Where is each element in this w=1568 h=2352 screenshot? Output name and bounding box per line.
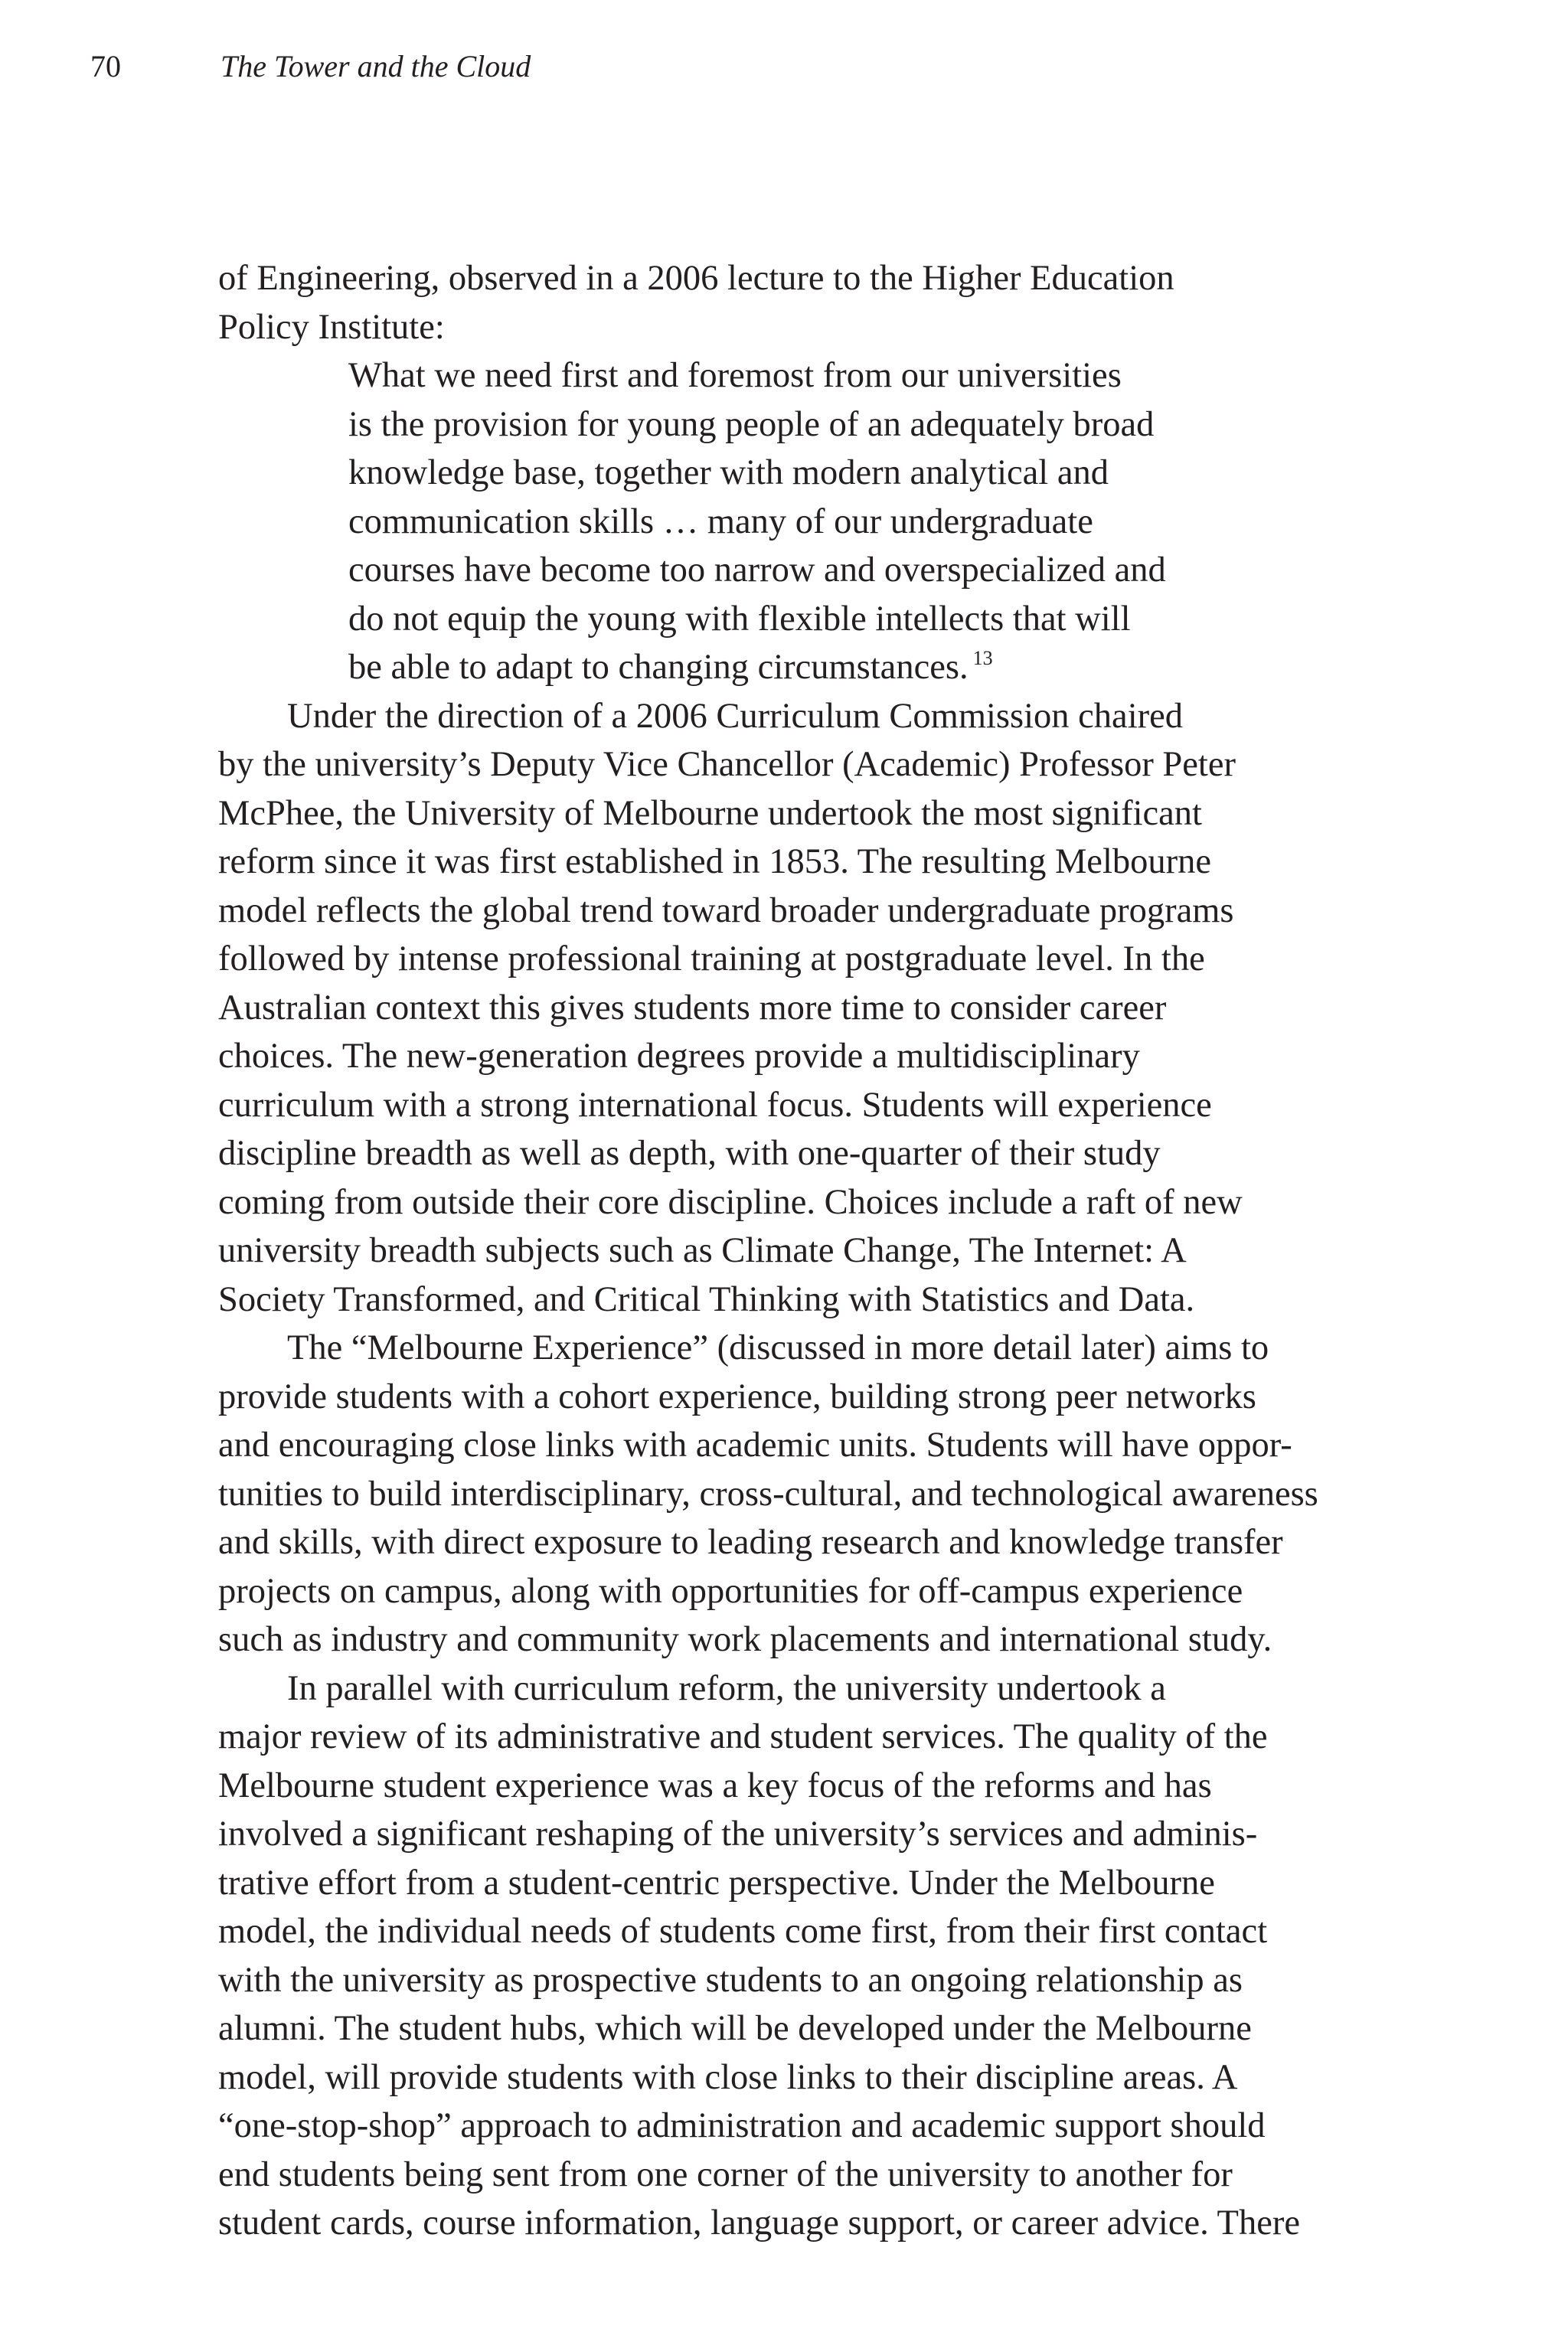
text-line: model, will provide students with close links to their discipline areas. A — [218, 2057, 1238, 2097]
paragraph-administrative-review — [218, 1664, 1367, 2248]
quote-line: What we need first and foremost from our universities — [348, 356, 1122, 395]
text-line: Australian context this gives students more time to consider career — [218, 988, 1167, 1027]
text-line: McPhee, the University of Melbourne undertook the most significant — [218, 793, 1202, 833]
text-line: Under the direction of a 2006 Curriculum Commission chaired — [287, 696, 1183, 736]
text-line: involved a significant reshaping of the university’s services and adminis- — [218, 1815, 1258, 1854]
text-line: end students being sent from one corner of the university to another for — [218, 2154, 1233, 2194]
quote-line: knowledge base, together with modern analytical and — [348, 453, 1109, 492]
text-line: Society Transformed, and Critical Thinking with Statistics and Data. — [218, 1279, 1195, 1319]
paragraph-melbourne-experience — [218, 1324, 1367, 1664]
text-line: Melbourne student experience was a key focus of the reforms and has — [218, 1766, 1212, 1805]
block-quote — [218, 351, 1367, 692]
text-line: curriculum with a strong international focus. Students will experience — [218, 1085, 1212, 1125]
text-line: reform since it was first established in 1853. The resulting Melbourne — [218, 842, 1211, 881]
quote-line-text: be able to adapt to changing circumstances. — [348, 648, 969, 687]
text-line: with the university as prospective students to an ongoing relationship as — [218, 1960, 1243, 2000]
text-line: Policy Institute: — [218, 307, 445, 347]
quote-line: is the provision for young people of an adequately broad — [348, 404, 1155, 444]
book-title: The Tower and the Cloud — [220, 49, 531, 83]
page-number: 70 — [90, 49, 121, 83]
text-line: The “Melbourne Experience” (discussed in more detail later) aims to — [287, 1328, 1269, 1367]
quote-line: do not equip the young with flexible intellects that will — [348, 599, 1131, 639]
text-line: tunities to build interdisciplinary, cross-cultural, and technological awareness — [218, 1474, 1318, 1514]
text-line: “one-stop-shop” approach to administration and academic support should — [218, 2106, 1266, 2145]
body-text — [218, 254, 1367, 2248]
text-line: and skills, with direct exposure to leading research and knowledge transfer — [218, 1523, 1283, 1562]
text-line: and encouraging close links with academic units. Students will have oppor- — [218, 1426, 1292, 1465]
text-line: such as industry and community work placements and international study. — [218, 1620, 1272, 1659]
endnote-reference: 13 — [972, 647, 993, 669]
text-line: provide students with a cohort experience, building strong peer networks — [218, 1377, 1256, 1416]
text-line: followed by intense professional training at postgraduate level. In the — [218, 939, 1205, 978]
intro-text — [218, 254, 1367, 351]
text-line: choices. The new-generation degrees provide a multidisciplinary — [218, 1037, 1140, 1076]
text-line: student cards, course information, language support, or career advice. There — [218, 2203, 1300, 2243]
text-line: model reflects the global trend toward broader undergraduate programs — [218, 890, 1234, 930]
quote-line: communication skills … many of our undergraduate — [348, 501, 1093, 541]
running-head — [90, 47, 531, 86]
text-line: discipline breadth as well as depth, with one-quarter of their study — [218, 1134, 1161, 1173]
text-line: alumni. The student hubs, which will be developed under the Melbourne — [218, 2009, 1252, 2048]
text-line: major review of its administrative and student services. The quality of the — [218, 1717, 1268, 1756]
text-line: projects on campus, along with opportunities for off-campus experience — [218, 1571, 1243, 1611]
quote-line: courses have become too narrow and overspecialized and — [348, 550, 1166, 590]
text-line: by the university’s Deputy Vice Chancellor (Academic) Professor Peter — [218, 745, 1236, 784]
paragraph-curriculum-commission — [218, 692, 1367, 1325]
quote-line-last — [218, 643, 1367, 692]
text-line: trative effort from a student-centric perspective. Under the Melbourne — [218, 1863, 1215, 1903]
text-line: university breadth subjects such as Climate Change, The Internet: A — [218, 1231, 1187, 1270]
text-line: of Engineering, observed in a 2006 lecture to the Higher Education — [218, 259, 1174, 298]
text-line: coming from outside their core discipline. Choices include a raft of new — [218, 1182, 1243, 1222]
text-line: model, the individual needs of students come first, from their first contact — [218, 1912, 1268, 1951]
text-line: In parallel with curriculum reform, the university undertook a — [287, 1668, 1166, 1708]
